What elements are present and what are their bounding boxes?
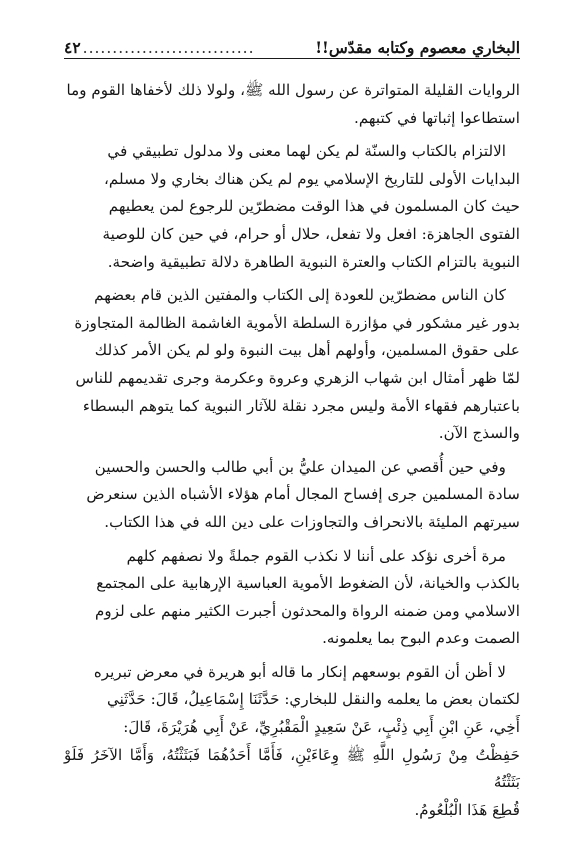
paragraph-hadith xyxy=(64,659,520,825)
text-line: سيرتهم المليئة بالانحراف والتجاوزات على دين الله في هذا الكتاب. xyxy=(104,512,520,531)
text-line: على حقوق المسلمين، وأولهم أهل بيت النبوة ولو لم يكن الأمر كذلك xyxy=(94,341,520,360)
text-line: لكتمان بعض ما يعلمه والنقل للبخاري: حَدَّثَنَا إِسْمَاعِيلُ، قَالَ: حَدَّثَنِي xyxy=(106,690,520,709)
text-line: بدور غير مشكور في مؤازرة السلطة الأموية الغاشمة الظالمة المتجاوزة xyxy=(74,313,520,332)
book-page xyxy=(64,34,520,826)
text-line: النبوية بالتزام الكتاب والعترة النبوية الطاهرة دلالة تطبيقية واضحة. xyxy=(107,252,520,271)
text-line: مرة أخرى نؤكد على أننا لا نكذب القوم جملةً ولا نصفهم كلهم xyxy=(126,546,506,565)
text-line: كان الناس مضطرّين للعودة إلى الكتاب والمفتين الذين قام بعضهم xyxy=(94,286,506,305)
running-title: البخاري معصوم وكتابه مقدّس!! xyxy=(315,38,520,57)
text-line: بالكذب والخيانة، لأن الضغوط الأموية العباسية الإرهابية على المجتمع xyxy=(96,574,520,593)
text-line: لمّا ظهر أمثال ابن شهاب الزهري وعروة وعكرمة وجرى تقديمهم للناس xyxy=(75,368,520,387)
page-header xyxy=(64,34,520,59)
text-line: باعتبارهم فقهاء الأمة وليس مجرد نقلة للآثار النبوية كما يتوهم البسطاء xyxy=(82,396,520,415)
paragraph xyxy=(64,282,520,448)
paragraph xyxy=(64,138,520,276)
paragraph xyxy=(64,454,520,537)
text-line: حَفِظْتُ مِنْ رَسُولِ اللَّهِ ﷺ وِعَاءَيْنِ، فَأَمَّا أَحَدُهُمَا فَبَثَثْتُهُ، وَأَمَّا الآخَرُ فَلَوْ بَثَثْتُهُ xyxy=(64,745,520,792)
text-line: الروايات القليلة المتواترة عن رسول الله ﷺ، ولولا ذلك لأخفاها القوم وما xyxy=(66,81,520,99)
text-line: أَخِي، عَنِ ابْنِ أَبِي ذِئْبٍ، عَنْ سَعِيدٍ الْمَقْبُرِيِّ، عَنْ أَبِي هُرَيْرَةَ، قَالَ: xyxy=(123,718,520,737)
text-line: الاسلامي ومن ضمنه الرواة والمحدثون أجبرت الكثير منهم على لزوم xyxy=(94,601,520,620)
text-line: الالتزام بالكتاب والسنّة لم يكن لهما معنى ولا مدلول تطبيقي في xyxy=(107,142,506,161)
text-line: والسذج الآن. xyxy=(438,424,520,443)
page-body xyxy=(64,77,520,824)
paragraph-continuation xyxy=(64,77,520,132)
text-line: سادة المسلمين جرى إفساح المجال أمام هؤلاء الأشباه الذين سنعرض xyxy=(86,485,520,504)
text-line: وفي حين أُقصي عن الميدان عليُّ بن أبي طالب والحسن والحسين xyxy=(94,457,506,476)
text-line: الصمت وعدم البوح بما يعلمونه. xyxy=(322,629,520,648)
text-line: البدايات الأولى للتاريخ الإسلامي يوم لم يكن هناك بخاري ولا مسلم، xyxy=(104,169,520,188)
text-line: استطاعوا إثباتها في كتبهم. xyxy=(354,108,520,127)
paragraph xyxy=(64,543,520,653)
leader-dots: ............................. xyxy=(82,39,255,57)
page-number: ٤٢ xyxy=(64,38,81,57)
text-line: حيث كان المسلمون في هذا الوقت مضطرّين للرجوع لمن يعطيهم xyxy=(108,197,520,216)
text-line: قُطِعَ هَذَا الْبُلْعُومُ. xyxy=(414,800,520,819)
text-line: لا أظن أن القوم بوسعهم إنكار ما قاله أبو هريرة في معرض تبريره xyxy=(93,662,506,681)
text-line: الفتوى الجاهزة: افعل ولا تفعل، حلال أو حرام، في حين كان للوصية xyxy=(102,224,520,243)
